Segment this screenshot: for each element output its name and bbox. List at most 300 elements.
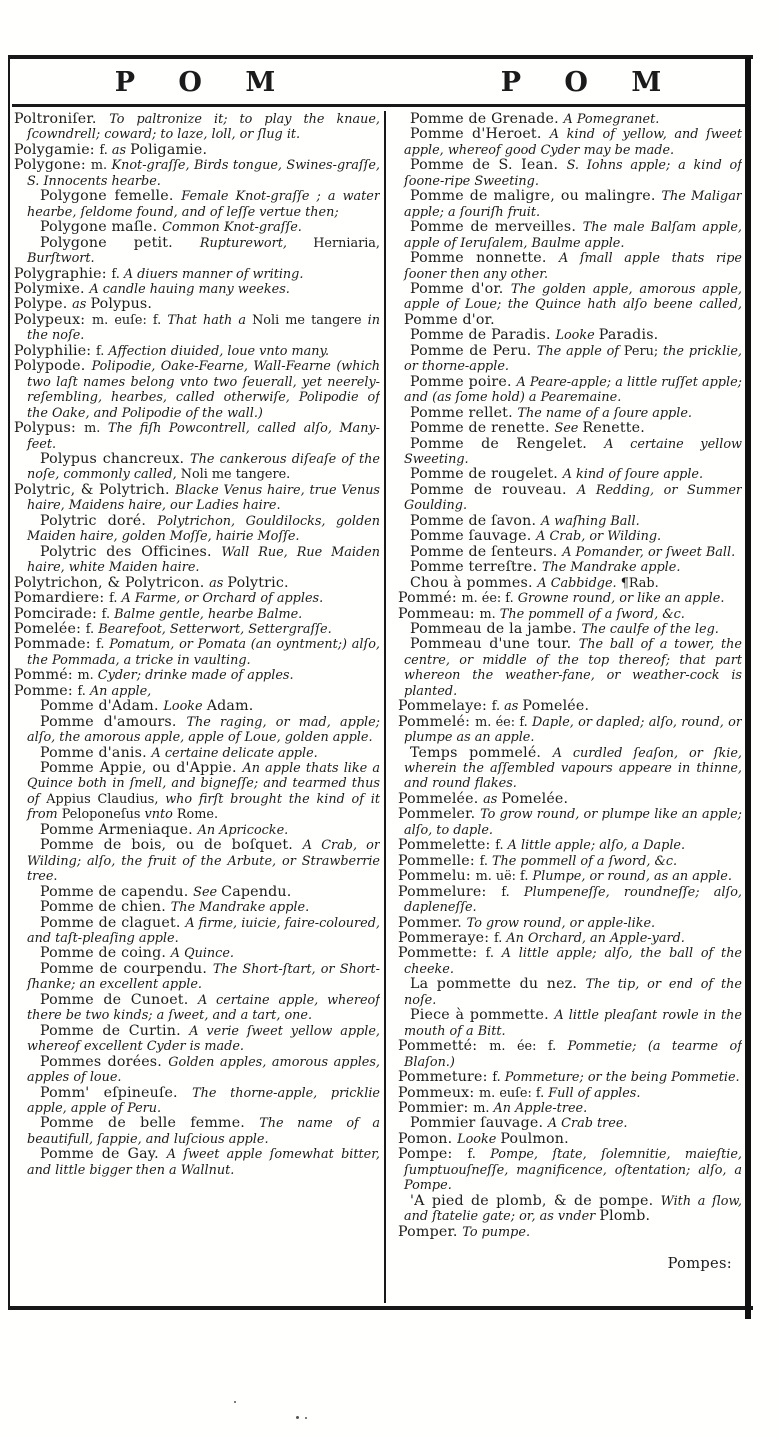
- entry-definition: Peru;: [623, 343, 664, 359]
- entry-headword: Adam.: [206, 698, 254, 715]
- entry-headword: Pomme de claguet.: [40, 914, 186, 931]
- entry-headword: Polygamie:: [14, 141, 100, 158]
- dictionary-entry: [398, 1070, 742, 1085]
- entry-headword: Pommetté:: [398, 1038, 490, 1055]
- dictionary-entry: [398, 1194, 742, 1225]
- entry-definition: To grow round, or apple-like.: [466, 915, 656, 931]
- entry-definition: A Pomegranet.: [563, 112, 660, 127]
- entry-definition: A kind of ſoure apple.: [562, 467, 704, 483]
- entry-headword: Temps pommelé.: [410, 744, 553, 761]
- entry-definition: f.: [493, 931, 507, 947]
- dictionary-entry: [398, 328, 742, 343]
- entry-definition: A Farme, or Orchard of apples.: [121, 591, 324, 607]
- entry-headword: Polygone:: [14, 157, 91, 174]
- dictionary-entry: [398, 869, 742, 884]
- dictionary-entry: [398, 127, 742, 158]
- entry-headword: Pommé:: [14, 667, 78, 684]
- entry-definition: Rome.: [176, 807, 219, 823]
- entry-definition: A certaine apple, whereof there be two kinds; a ſweet, and a tart, one.: [27, 992, 380, 1024]
- dictionary-entry: [398, 112, 742, 127]
- entry-headword: Pomme de coing.: [40, 945, 171, 962]
- entry-definition: m.: [84, 421, 108, 437]
- bottom-border-rule: [8, 1306, 753, 1310]
- entry-definition: m.: [473, 1101, 494, 1116]
- dictionary-entry: [14, 143, 380, 158]
- entry-definition: m.: [90, 158, 112, 174]
- entry-definition: Daple, or dapled; alſo, round, or plumpe as an apple.: [404, 714, 742, 746]
- dictionary-entry: [398, 946, 742, 977]
- dictionary-entry: [398, 483, 742, 514]
- entry-headword: Pomme rellet.: [410, 404, 518, 421]
- entry-definition: Full of apples.: [548, 1085, 641, 1101]
- entry-definition: A kind of yellow, and ſweet apple, whereof good Cyder may be made.: [404, 127, 742, 158]
- entry-headword: Pomme Appie, ou d'Appie.: [40, 760, 243, 777]
- entry-definition: f.: [495, 838, 508, 854]
- entry-headword: Polyphilie:: [14, 342, 96, 359]
- entry-definition: An apple thats like a Quince both in ſmell, and bigneſſe; and tearmed thus of: [27, 761, 380, 807]
- entry-definition: f.: [95, 343, 109, 359]
- entry-definition: Burſtwort.: [27, 251, 95, 267]
- entry-definition: vnto: [144, 807, 177, 823]
- entry-headword: Pomme de rouveau.: [410, 481, 577, 498]
- entry-headword: La pommette du nez.: [410, 976, 586, 993]
- dictionary-entry: [14, 313, 380, 344]
- dictionary-entry: [398, 916, 742, 931]
- dictionary-entry: [14, 637, 380, 668]
- entry-headword: Pomme de Paradis.: [410, 327, 556, 344]
- dictionary-entry: [398, 792, 742, 807]
- entry-headword: Pomme de Peru.: [410, 342, 537, 359]
- dictionary-entry: [398, 437, 742, 468]
- dictionary-entry: [398, 1101, 742, 1116]
- dictionary-entry: [398, 514, 742, 529]
- entry-headword: Pomme poire.: [410, 373, 517, 390]
- entry-headword: Pommeau d'une tour.: [410, 636, 579, 653]
- scan-speck: [234, 1401, 236, 1403]
- dictionary-entry: [398, 545, 742, 560]
- entry-definition: The cankerous diſeaſe of the noſe, commonly called,: [27, 451, 380, 483]
- scan-speck: [305, 1417, 307, 1419]
- entry-headword: Pommier:: [398, 1100, 474, 1116]
- entry-headword: Pommelaye:: [398, 698, 492, 715]
- dictionary-entry: [398, 1008, 742, 1039]
- entry-headword: Pommelure:: [398, 883, 502, 900]
- entry-headword: Pomme de merveilles.: [410, 219, 583, 236]
- dictionary-entry: [14, 885, 380, 900]
- entry-headword: Plomb.: [599, 1208, 651, 1225]
- entry-headword: Pommeau de la jambe.: [410, 620, 582, 637]
- entry-headword: Pommelé:: [398, 713, 476, 730]
- dictionary-entry: [398, 189, 742, 220]
- dictionary-entry: [398, 699, 742, 714]
- entry-definition: The tip, or end of the noſe.: [404, 977, 742, 1008]
- entry-headword: Pomelée.: [522, 698, 590, 715]
- entry-definition: Looke: [457, 1131, 501, 1147]
- entry-definition: Bearefoot, Setterwort, Settergraſſe.: [98, 621, 332, 637]
- entry-headword: Polygraphie:: [14, 265, 112, 282]
- entry-definition: With a ſlow, and ſtatelie gate; or, as vnder: [404, 1193, 742, 1225]
- entry-definition: See: [554, 421, 583, 437]
- entry-headword: Pomme ſauvage.: [410, 528, 537, 545]
- entry-definition: m. uë: f.: [475, 869, 533, 885]
- entry-headword: Polymixe.: [14, 280, 90, 297]
- entry-headword: Pomelée:: [14, 620, 86, 637]
- dictionary-entry: [398, 977, 742, 1008]
- dictionary-entry: [398, 560, 742, 575]
- entry-definition: Growne round, or like an apple.: [517, 591, 725, 607]
- entry-definition: Looke: [555, 328, 599, 344]
- dictionary-entry: [14, 1147, 380, 1178]
- entry-headword: Pommette:: [398, 945, 486, 962]
- entry-headword: Polytric, & Polytrich.: [14, 481, 176, 498]
- entry-definition: The male Balſam apple, apple of Ieruſalem, Baulme apple.: [404, 220, 742, 251]
- entry-definition: as: [111, 142, 131, 158]
- entry-headword: Pomme de belle femme.: [40, 1115, 260, 1132]
- entry-definition: f.: [479, 853, 492, 869]
- entry-definition: f.: [492, 1070, 505, 1086]
- entry-definition: To grow round, or plumpe like an apple; alſo, to daple.: [404, 807, 742, 838]
- entry-headword: Polygone maſle.: [40, 219, 163, 236]
- left-border-rule: [8, 55, 10, 1310]
- entry-definition: A certaine yellow Sweeting.: [404, 436, 742, 467]
- dictionary-entry: [398, 282, 742, 328]
- entry-headword: Pomme de maligre, ou malingre.: [410, 188, 662, 205]
- entry-definition: An Apple-tree.: [493, 1101, 588, 1116]
- dictionary-entry: [398, 715, 742, 746]
- entry-definition: A certaine delicate apple.: [151, 745, 318, 761]
- entry-definition: Common Knot-graſſe.: [162, 220, 302, 236]
- entry-headword: Pommé:: [398, 590, 462, 607]
- dictionary-entry: [398, 1039, 742, 1070]
- entry-headword: Pommelée.: [398, 790, 484, 807]
- dictionary-entry: [14, 236, 380, 267]
- dictionary-entry: [14, 838, 380, 884]
- scan-speck: [296, 1416, 299, 1419]
- top-border-rule: [9, 55, 753, 59]
- dictionary-entry: [14, 900, 380, 915]
- entry-definition: The name of a ſoure apple.: [517, 405, 692, 421]
- entry-headword: Pomme de ſenteurs.: [410, 543, 563, 560]
- entry-definition: Rupturewort,: [199, 235, 314, 251]
- dictionary-entry: [14, 514, 380, 545]
- entry-headword: Pomme de Rengelet.: [410, 435, 605, 452]
- running-head-left-cell: [9, 60, 381, 104]
- entry-definition: ¶Rab.: [620, 575, 659, 591]
- dictionary-entry: [398, 576, 742, 591]
- entry-definition: m. ée: f.: [461, 591, 518, 607]
- entry-headword: Pomme de Gay.: [40, 1146, 167, 1163]
- entry-definition: f.: [491, 699, 505, 715]
- entry-definition: Noli me tangere.: [180, 467, 291, 483]
- entry-headword: Pomme d'anis.: [40, 744, 152, 761]
- entry-headword: Pommelle:: [398, 852, 480, 869]
- entry-definition: as: [483, 791, 502, 807]
- entry-definition: Female Knot-graſſe ; a water hearbe, ſeldome found, and of leſſe vertue then;: [27, 189, 380, 220]
- entry-headword: Pommeux:: [398, 1084, 480, 1101]
- entry-headword: Pomme de S. Iean.: [410, 157, 567, 174]
- entry-headword: Polypeux:: [14, 311, 93, 328]
- dictionary-entry: [398, 1116, 742, 1131]
- entry-headword: Pomme d'amours.: [40, 713, 187, 730]
- page-heading-right: P O M: [500, 66, 679, 98]
- entry-headword: Pomme de ſavon.: [410, 512, 541, 529]
- dictionary-entry: [14, 746, 380, 761]
- entry-headword: 'A pied de plomb, & de pompe.: [410, 1192, 661, 1209]
- dictionary-entry: [14, 483, 380, 514]
- entry-definition: An Orchard, an Apple-yard.: [506, 931, 685, 947]
- entry-definition: A waſhing Ball.: [540, 513, 640, 529]
- entry-definition: Herniaria,: [313, 235, 380, 251]
- entry-definition: The Short-ſtart, or Short-ſhanke; an excellent apple.: [27, 961, 380, 993]
- entry-headword: Pomme de Cunoet.: [40, 991, 198, 1008]
- running-head: [9, 60, 753, 104]
- entry-definition: Peloponeſus: [61, 807, 145, 823]
- dictionary-entry: [14, 622, 380, 637]
- entry-headword: Pomme d'Adam.: [40, 698, 164, 715]
- entry-definition: f.: [96, 637, 110, 653]
- entry-definition: A verie ſweet yellow apple, whereof excellent Cyder is made.: [27, 1023, 380, 1055]
- dictionary-entry: [398, 220, 742, 251]
- dictionary-entry: [398, 1225, 742, 1240]
- entry-definition: A Quince.: [170, 946, 234, 962]
- entry-definition: See: [193, 884, 222, 900]
- entry-definition: f.: [101, 606, 115, 622]
- dictionary-entry: [14, 576, 380, 591]
- dictionary-entry: [14, 220, 380, 235]
- entry-headword: Capendu.: [221, 883, 292, 900]
- entry-headword: Pommeler.: [398, 806, 481, 823]
- entry-headword: Pommeau:: [398, 605, 480, 622]
- entry-definition: f.: [99, 142, 112, 158]
- entry-headword: Polygone femelle.: [40, 188, 182, 205]
- dictionary-entry: [14, 591, 380, 606]
- dictionary-entry: [14, 189, 380, 220]
- entry-headword: Paradis.: [598, 327, 659, 344]
- entry-headword: Polytric doré.: [40, 512, 158, 529]
- dictionary-entry: [14, 545, 380, 576]
- entry-definition: f.: [485, 946, 502, 962]
- entry-definition: A little apple; alſo, a Daple.: [507, 838, 686, 854]
- entry-definition: A candle hauing many weekes.: [89, 281, 290, 297]
- dictionary-entry: [398, 421, 742, 436]
- entry-headword: Polygone petit.: [40, 234, 200, 251]
- entry-definition: The ball of a tower, the centre, or middle of the top thereof; that part whereon the weather-fane, or weather-cock is planted.: [404, 637, 742, 699]
- left-column: [14, 112, 380, 1304]
- entry-definition: f.: [111, 266, 124, 282]
- entry-definition: Plumpe, or round, as an apple.: [532, 869, 732, 885]
- dictionary-entry: [14, 823, 380, 838]
- entry-headword: Pompe:: [398, 1146, 468, 1163]
- entry-headword: Pomme de bois, ou de boſquet.: [40, 837, 303, 854]
- entry-definition: f.: [109, 591, 122, 607]
- dictionary-entry: [398, 838, 742, 853]
- catchword: Pompes:: [667, 1255, 732, 1273]
- entry-definition: A firme, iuicie, faire-coloured, and taſt-pleaſing apple.: [27, 915, 380, 947]
- dictionary-entry: [14, 158, 380, 189]
- entry-headword: Chou à pommes.: [410, 574, 538, 591]
- entry-definition: The golden apple, amorous apple, apple of Loue; the Quince hath alſo beene called,: [404, 281, 742, 313]
- entry-definition: Pommeture; or the being Pommetie.: [504, 1070, 740, 1086]
- dictionary-entry: [14, 993, 380, 1024]
- entry-definition: m.: [479, 606, 500, 622]
- entry-definition: Knot-graſſe, Birds tongue, Swines-graſſe, S. Innocents hearbe.: [27, 158, 380, 189]
- entry-definition: The raging, or mad, apple; alſo, the amorous apple, apple of Loue, golden apple.: [27, 714, 380, 746]
- dictionary-entry: [398, 807, 742, 838]
- entry-definition: m. euſe: f.: [479, 1085, 549, 1101]
- entry-headword: Poligamie.: [130, 141, 208, 158]
- entry-definition: A Cabbidge.: [537, 575, 621, 591]
- dictionary-entry: [14, 344, 380, 359]
- entry-headword: Polytric.: [227, 574, 289, 591]
- entry-definition: f.: [85, 621, 99, 637]
- entry-definition: Pommetie; (a tearme of Blaſon.): [404, 1039, 742, 1070]
- entry-headword: Pomme de courpendu.: [40, 960, 213, 977]
- dictionary-entry: [14, 452, 380, 483]
- dictionary-entry: [14, 1086, 380, 1117]
- entry-headword: Pomon.: [398, 1130, 458, 1147]
- entry-definition: An Apricocke.: [197, 822, 289, 838]
- entry-definition: m. euſe: f.: [92, 312, 168, 328]
- entry-headword: Pomme nonnette.: [410, 250, 559, 267]
- entry-definition: A ſmall apple thats ripe ſooner then any other.: [404, 251, 742, 282]
- dictionary-entry: [398, 931, 742, 946]
- entry-headword: Piece à pommette.: [410, 1007, 555, 1024]
- dictionary-entry: [398, 622, 742, 637]
- entry-headword: Pomme d'Heroet.: [410, 126, 550, 143]
- entry-headword: Pomme de capendu.: [40, 883, 194, 900]
- dictionary-entry: [14, 359, 380, 421]
- entry-headword: Pomme de rougelet.: [410, 466, 563, 483]
- entry-definition: m.: [77, 668, 98, 684]
- entry-definition: The Maligar apple; a ſouriſh fruit.: [404, 189, 742, 220]
- entry-definition: A Crab, or Wilding; alſo, the fruit of the Arbute, or Strawberrie tree.: [27, 838, 380, 885]
- dictionary-entry: [14, 1116, 380, 1147]
- dictionary-entry: [398, 854, 742, 869]
- right-column: [398, 112, 742, 1304]
- entry-definition: the pricklie, or thorne-apple.: [404, 343, 742, 375]
- dictionary-entry: [14, 699, 380, 714]
- dictionary-entry: [14, 916, 380, 947]
- entry-definition: as: [209, 575, 228, 591]
- entry-headword: Polytric des Officines.: [40, 543, 222, 560]
- entry-headword: Pomme de Grenade.: [410, 112, 564, 127]
- dictionary-entry: [14, 282, 380, 297]
- entry-headword: Poulmon.: [500, 1130, 569, 1147]
- dictionary-entry: [14, 962, 380, 993]
- dictionary-entry: [14, 421, 380, 452]
- entry-headword: Pomcirade:: [14, 605, 102, 622]
- entry-definition: A ſweet apple ſomewhat bitter, and little bigger then a Wallnut.: [27, 1147, 380, 1178]
- entry-headword: Pommade:: [14, 636, 97, 653]
- entry-definition: Wall Rue, Rue Maiden haire, white Maiden haire.: [27, 544, 380, 576]
- page-heading-left: P O M: [114, 66, 293, 98]
- entry-headword: Pommelu:: [398, 868, 476, 885]
- right-border-rule: [745, 57, 751, 1319]
- entry-definition: f.: [77, 683, 90, 699]
- entry-headword: Pomme de chien.: [40, 899, 171, 916]
- dictionary-entry: [14, 761, 380, 823]
- entry-definition: m. ée: f.: [489, 1039, 568, 1055]
- entry-definition: A Peare-apple; a little ruſſet apple; and (as ſome hold) a Pearemaine.: [404, 374, 742, 406]
- entry-headword: Pommes dorées.: [40, 1053, 169, 1070]
- entry-definition: Polipodie, Oake-Fearne, Wall-Fearne (which two laſt names belong vnto two ſeuerall, yet neerely-reſembling, hearbes, called otherwiſe, Polipodie of the Oake, and Polipodie of the wall.): [27, 359, 380, 421]
- entry-definition: Blacke Venus haire, true Venus haire, Maidens haire, our Ladies haire.: [27, 482, 380, 514]
- dictionary-entry: [14, 267, 380, 282]
- entry-definition: A Pomander, or ſweet Ball.: [562, 544, 736, 560]
- dictionary-entry: [398, 406, 742, 421]
- entry-definition: Affection diuided, loue vnto many.: [108, 343, 330, 359]
- entry-definition: as: [72, 297, 91, 313]
- entry-definition: A little pleaſant rowle in the mouth of a Bitt.: [404, 1008, 742, 1039]
- entry-definition: The Mandrake apple.: [541, 560, 681, 576]
- dictionary-entry: [398, 885, 742, 916]
- entry-headword: Pommeture:: [398, 1069, 493, 1086]
- entry-headword: Pomme d'or.: [410, 280, 511, 297]
- dictionary-entry: [14, 297, 380, 312]
- entry-definition: in the noſe.: [27, 312, 380, 344]
- entry-headword: Pomme:: [14, 682, 78, 699]
- entry-definition: A diuers manner of writing.: [123, 266, 304, 282]
- entry-headword: Pommer.: [398, 914, 467, 931]
- dictionary-entry: [398, 251, 742, 282]
- dictionary-entry: [398, 607, 742, 622]
- entry-definition: Polytrichon, Gouldilocks, golden Maiden haire, golden Moſſe, hairie Moſſe.: [27, 513, 380, 545]
- dictionary-entry: [398, 344, 742, 375]
- entry-definition: Appius Claudius,: [46, 791, 166, 807]
- dictionary-entry: [398, 1132, 742, 1147]
- entry-definition: who firſt brought the kind of it from: [27, 791, 380, 823]
- entry-definition: To pumpe.: [462, 1224, 531, 1240]
- column-divider-rule: [384, 111, 386, 1303]
- dictionary-entry: [398, 529, 742, 544]
- entry-headword: Pomme terreſtre.: [410, 559, 542, 576]
- dictionary-entry: [14, 668, 380, 683]
- dictionary-entry: [398, 1086, 742, 1101]
- entry-headword: Polytrichon, & Polytricon.: [14, 574, 210, 591]
- dictionary-entry: [398, 375, 742, 406]
- entry-definition: The pommell of a ſword, &c.: [492, 853, 678, 869]
- entry-headword: Pommelette:: [398, 837, 496, 854]
- entry-headword: Polype.: [14, 296, 73, 313]
- dictionary-entry: [398, 746, 742, 792]
- entry-headword: Pomme d'or.: [404, 311, 495, 328]
- entry-headword: Pommeraye:: [398, 930, 494, 947]
- entry-headword: Polypus chancreux.: [40, 450, 191, 467]
- entry-headword: Pomardiere:: [14, 590, 110, 607]
- dictionary-entry: [14, 1055, 380, 1086]
- entry-headword: Pommier ſauvage.: [410, 1115, 548, 1132]
- dictionary-entry: [14, 607, 380, 622]
- dictionary-entry: [14, 715, 380, 746]
- entry-definition: Plumpeneſſe, roundneſſe; alſo, dapleneſſe.: [404, 884, 742, 916]
- dictionary-entry: [398, 1147, 742, 1193]
- entry-definition: The name of a beautifull, ſappie, and luſcious apple.: [27, 1116, 380, 1147]
- entry-definition: Golden apples, amorous apples, apples of loue.: [27, 1054, 380, 1086]
- header-separator-rule: [12, 104, 750, 107]
- entry-definition: f.: [501, 884, 524, 900]
- entry-definition: That hath a: [167, 312, 253, 328]
- entry-headword: Pomme de renette.: [410, 420, 555, 437]
- entry-definition: The pommell of a ſword, &c.: [499, 606, 685, 622]
- dictionary-entry: [14, 112, 380, 143]
- entry-definition: A curdled ſeaſon, or ſkie, wherein the aſſembled vapours appeare in thinne, and round flakes.: [404, 745, 742, 792]
- entry-headword: Renette.: [582, 420, 645, 437]
- entry-headword: Poltroniſer.: [14, 112, 110, 127]
- entry-headword: Pomme Armeniaque.: [40, 821, 198, 838]
- entry-definition: A Redding, or Summer Goulding.: [404, 482, 742, 514]
- entry-definition: An apple,: [89, 683, 152, 699]
- entry-definition: A Crab, or Wilding.: [536, 529, 662, 545]
